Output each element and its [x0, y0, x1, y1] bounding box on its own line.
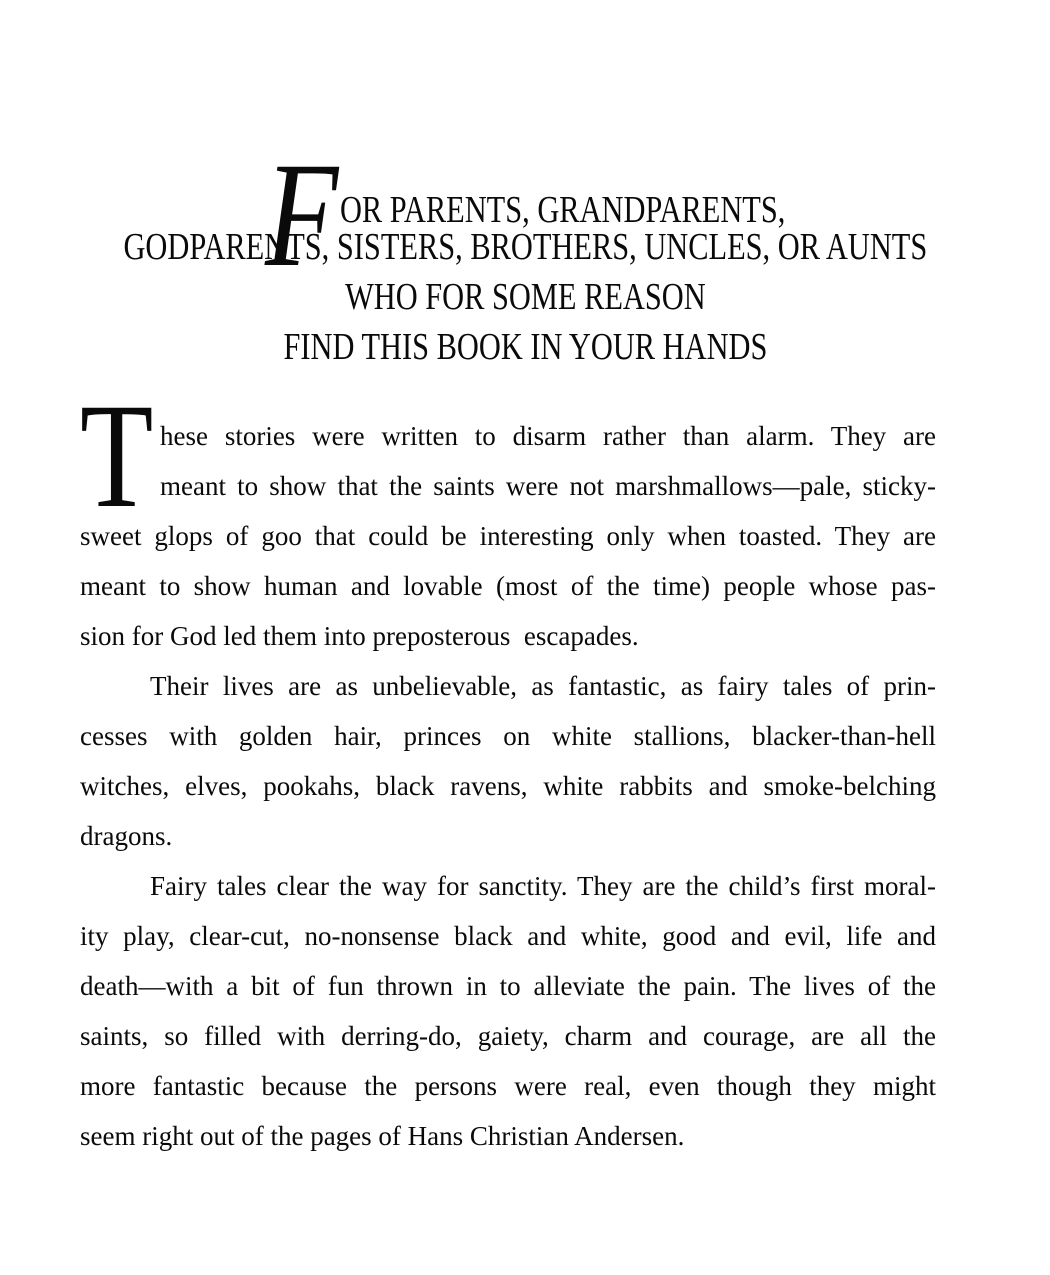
dedication-line-2-text: GODPARENTS, SISTERS, BROTHERS, UNCLES, OR AUNTS — [123, 226, 927, 268]
dedication-heading — [0, 132, 1050, 372]
dedication-line-4 — [0, 322, 1050, 372]
body-line: dragons. — [80, 821, 173, 851]
dedication-line-3 — [0, 272, 1050, 322]
body-line: witches, elves, pookahs, black ravens, white rabbits and smoke-belching — [80, 771, 936, 801]
body-line: more fantastic because the persons were real, even though they might — [80, 1071, 936, 1101]
body-line: ity play, clear-cut, no-nonsense black and white, good and evil, life and — [80, 921, 936, 951]
body-line: sion for God led them into preposterous escapades. — [80, 621, 639, 651]
dedication-swash-initial: F — [264, 132, 339, 298]
paragraph — [80, 373, 936, 661]
body-line: sweet glops of goo that could be interesting only when toasted. They are — [80, 521, 936, 551]
body-text — [80, 373, 936, 1161]
dedication-line-2 — [0, 222, 1050, 272]
body-line: death—with a bit of fun thrown in to alleviate the pain. The lives of the — [80, 971, 936, 1001]
body-line: seem right out of the pages of Hans Christian Andersen. — [80, 1121, 685, 1151]
body-line: Their lives are as unbelievable, as fantastic, as fairy tales of prin- — [150, 671, 936, 701]
drop-cap: T — [80, 373, 154, 539]
paragraph — [80, 861, 936, 1161]
dedication-line-1-rest: OR PARENTS, GRANDPARENTS, — [339, 189, 786, 231]
body-line: cesses with golden hair, princes on white stallions, blacker-than-hell — [80, 721, 936, 751]
body-line: hese stories were written to disarm rather than alarm. They are — [160, 421, 936, 451]
paragraph — [80, 661, 936, 861]
body-line: meant to show human and lovable (most of the time) people whose pas- — [80, 571, 936, 601]
dedication-line-4-text: FIND THIS BOOK IN YOUR HANDS — [283, 326, 767, 368]
body-line: saints, so filled with derring-do, gaiety, charm and courage, are all the — [80, 1021, 936, 1051]
body-line: meant to show that the saints were not marshmallows—pale, sticky- — [160, 471, 936, 501]
dedication-line-3-text: WHO FOR SOME REASON — [344, 276, 706, 318]
body-line: Fairy tales clear the way for sanctity. They are the child’s first moral- — [150, 871, 936, 901]
